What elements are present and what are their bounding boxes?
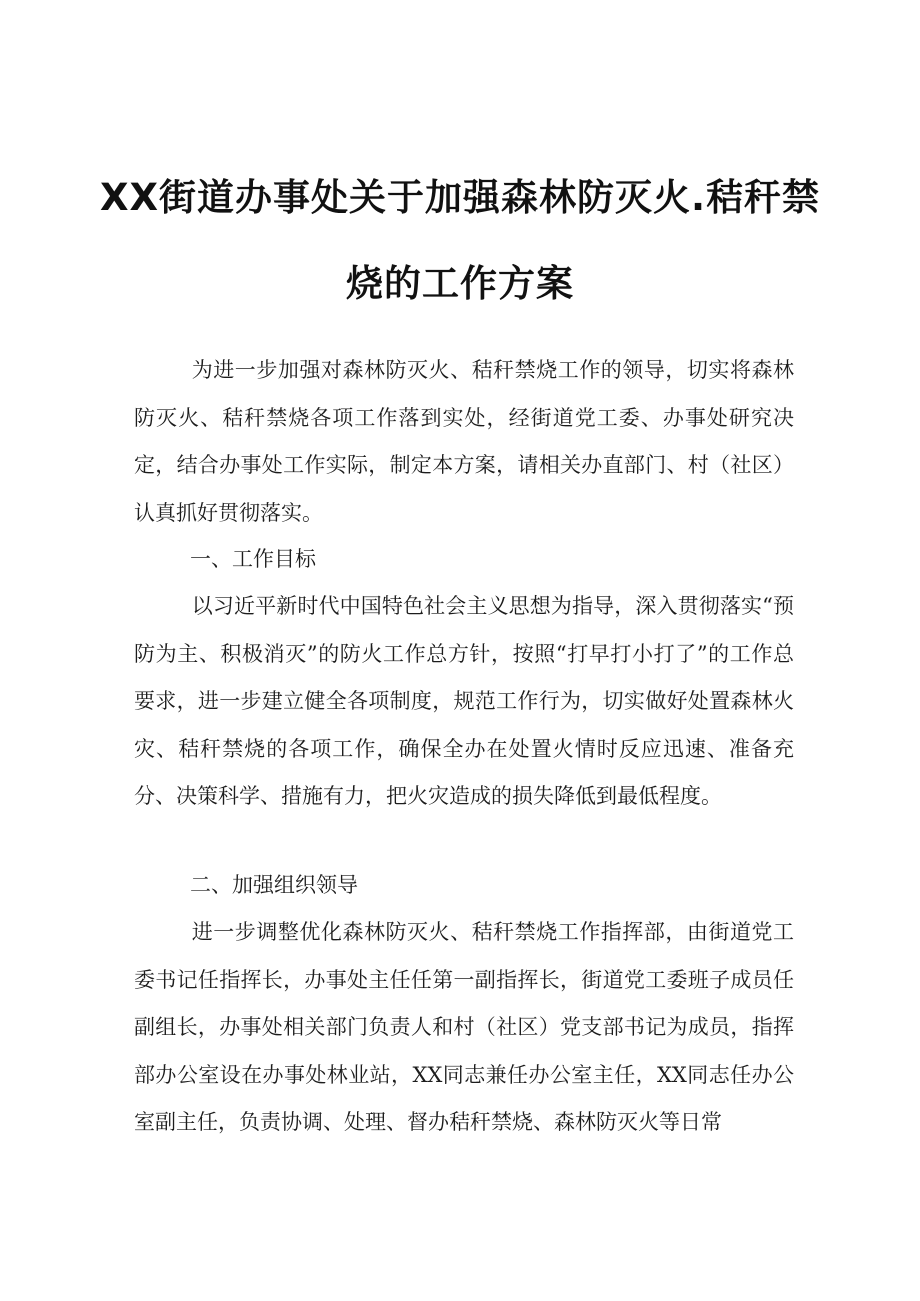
intro-paragraph: 为进一步加强对森林防灭火、秸秆禁烧工作的领导，切实将森林防灭火、秸秆禁烧各项工作落到实处，经街道党工委、办事处研究决定，结合办事处工作实际，制定本方案，请相关办直部门、村（社区）认真抓好贯彻落实。: [134, 358, 794, 525]
section-heading-organization: 二、加强组织领导: [190, 873, 358, 897]
section-heading-goals: 一、工作目标: [190, 547, 316, 571]
section-paragraph-goals: 以习近平新时代中国特色社会主义思想为指导，深入贯彻落实“预防为主、积极消灭”的防火工作总方针，按照“打早打小打了”的工作总要求，进一步建立健全各项制度，规范工作行为，切实做好处置森林火灾、秸秆禁烧的各项工作，确保全办在处置火情时反应迅速、准备充分、决策科学、措施有力，把火灾造成的损失降低到最低程度。: [134, 594, 794, 808]
document-title-line-2: 烧的工作方案: [346, 262, 574, 305]
section-paragraph-organization: 进一步调整优化森林防灭火、秸秆禁烧工作指挥部，由街道党工委书记任指挥长，办事处主任任第一副指挥长，街道党工委班子成员任副组长，办事处相关部门负责人和村（社区）党支部书记为成员，指挥部办公室设在办事处林业站，XX同志兼任办公室主任，XX同志任办公室副主任，负责协调、处理、督办秸秆禁烧、森林防灭火等日常: [134, 920, 794, 1134]
document-title-line-1: XX街道办事处关于加强森林防灭火.秸秆禁: [99, 176, 821, 219]
